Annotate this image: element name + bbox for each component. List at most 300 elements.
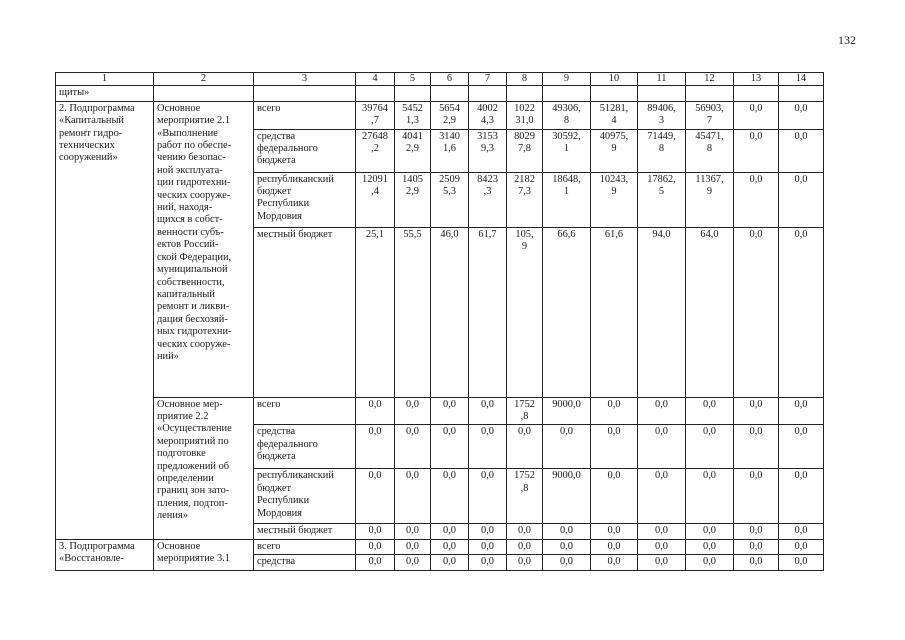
value-cell — [734, 101, 779, 129]
value-line: 17862, — [647, 173, 676, 185]
value-line: 0,0 — [794, 556, 808, 568]
value-line: 10243, — [599, 173, 629, 185]
value-line: 0,0 — [560, 525, 573, 537]
value-cell — [395, 469, 431, 524]
measure-title-line: ции гидротехни- — [157, 177, 231, 189]
measure-title-line: ний, находя- — [157, 202, 213, 214]
value-line: 0,0 — [368, 540, 382, 552]
value-cell — [469, 172, 507, 227]
value-line: 11367, — [695, 173, 724, 185]
value-cell — [507, 227, 543, 397]
empty-cell — [638, 86, 686, 101]
value-line: 61,7 — [478, 228, 497, 240]
value-cell — [638, 172, 686, 227]
value-line: 39764 — [362, 102, 388, 114]
value-cell — [779, 129, 824, 172]
funding-source-line: Мордовия — [257, 507, 302, 519]
value-cell — [734, 425, 779, 469]
value-line: 0,0 — [518, 525, 531, 537]
value-line: 0,0 — [481, 540, 494, 552]
value-cell — [395, 227, 431, 397]
header-row — [56, 73, 824, 86]
value-cell — [395, 129, 431, 172]
measure-title-line: определении — [157, 473, 214, 485]
measure-title-line: подготовке — [157, 448, 206, 460]
value-cell — [469, 397, 507, 425]
measure-title-line: границ зон зато- — [157, 485, 230, 497]
value-line: 0,0 — [518, 540, 531, 552]
value-cell — [469, 425, 507, 469]
value-cell — [395, 425, 431, 469]
value-line: 8 — [563, 115, 570, 127]
value-line: 0,0 — [749, 426, 763, 438]
value-line: 0,0 — [368, 525, 382, 537]
value-cell — [431, 539, 469, 554]
value-cell — [543, 227, 591, 397]
value-cell — [469, 555, 507, 570]
value-cell — [469, 524, 507, 539]
empty-cell — [734, 86, 779, 101]
value-line: 4002 — [477, 102, 498, 114]
value-cell — [543, 539, 591, 554]
value-cell — [591, 129, 638, 172]
value-cell — [356, 524, 395, 539]
measure-title-line: муниципальной — [157, 264, 228, 276]
measure-title-line: капитальный — [157, 288, 215, 300]
funding-source — [254, 469, 356, 524]
value-cell — [431, 524, 469, 539]
measure-title-line: ческих сооруже- — [157, 338, 231, 350]
value-line: 0,0 — [481, 470, 494, 482]
value-cell — [395, 397, 431, 425]
value-line: 9 — [611, 143, 617, 155]
value-line: 0,0 — [655, 525, 668, 537]
value-line: 27648 — [362, 130, 388, 142]
value-line: 9 — [611, 186, 617, 198]
value-cell — [638, 555, 686, 570]
value-cell — [638, 539, 686, 554]
value-line: 0,0 — [703, 398, 716, 410]
funding-source-line: бюджет — [257, 186, 292, 198]
value-line: 0,0 — [794, 130, 808, 142]
value-line: ,2 — [371, 143, 379, 155]
value-line: 0,0 — [481, 556, 494, 568]
value-line: 0,0 — [518, 426, 531, 438]
value-cell — [686, 172, 734, 227]
measure-title-line: ческих сооруже- — [157, 189, 231, 201]
empty-cell — [356, 86, 395, 101]
value-line: 56903, — [695, 102, 724, 114]
value-line: 105, — [515, 228, 534, 240]
value-cell — [734, 555, 779, 570]
value-line: 5654 — [439, 102, 460, 114]
measure-title-line: ний» — [157, 350, 179, 362]
value-cell — [507, 101, 543, 129]
measure-title-line: Основное — [157, 540, 201, 552]
value-line: 64,0 — [700, 228, 719, 240]
value-cell — [507, 129, 543, 172]
value-line: 0,0 — [794, 540, 808, 552]
funding-source-line: бюджета — [257, 451, 296, 463]
value-line: 25,1 — [365, 228, 385, 240]
value-cell — [779, 469, 824, 524]
value-line: 0,0 — [794, 173, 808, 185]
value-cell — [543, 397, 591, 425]
value-line: 5,3 — [443, 186, 456, 198]
value-line: 0,0 — [443, 426, 456, 438]
value-line: 0,0 — [655, 398, 668, 410]
value-line: ,8 — [520, 482, 529, 494]
value-line: 9000,0 — [552, 470, 581, 482]
value-cell — [431, 555, 469, 570]
value-line: 0,0 — [703, 540, 716, 552]
header-cell: 3 — [254, 73, 356, 86]
value-cell — [779, 101, 824, 129]
value-line: 30592, — [552, 130, 581, 142]
value-cell — [638, 129, 686, 172]
funding-source-line: Республики — [257, 495, 310, 507]
measure-title-line: ления» — [157, 510, 188, 522]
value-line: 0,0 — [560, 556, 573, 568]
value-line: 0,0 — [749, 525, 763, 537]
value-line: 71449, — [647, 130, 676, 142]
value-cell — [395, 524, 431, 539]
value-cell — [591, 555, 638, 570]
measure-title-line: дация бесхозяй- — [157, 313, 228, 325]
value-cell — [543, 129, 591, 172]
value-cell — [507, 524, 543, 539]
value-cell — [591, 227, 638, 397]
measure-title-line: предложений об — [157, 460, 230, 472]
funding-source-line: федерального — [257, 438, 318, 450]
value-cell — [779, 397, 824, 425]
value-cell — [638, 101, 686, 129]
value-cell — [591, 397, 638, 425]
value-cell — [686, 539, 734, 554]
value-line: 0,0 — [481, 525, 494, 537]
value-line: 18648, — [552, 173, 581, 185]
value-line: 0,0 — [406, 556, 419, 568]
value-line: 0,0 — [368, 556, 382, 568]
value-line: 0,0 — [749, 398, 763, 410]
value-line: 0,0 — [406, 525, 419, 537]
funding-source — [254, 129, 356, 172]
value-line: 0,0 — [368, 470, 382, 482]
measure-title-line: ремонт и ликви- — [157, 301, 230, 313]
value-line: 1 — [563, 186, 570, 198]
value-cell — [779, 539, 824, 554]
measure-title-line: венности субъ- — [157, 226, 224, 238]
empty-cell — [154, 86, 254, 101]
value-line: 0,0 — [703, 426, 716, 438]
value-line: 12091 — [362, 173, 388, 185]
value-line: 2182 — [514, 173, 535, 185]
value-line: 0,0 — [443, 525, 456, 537]
value-line: 7 — [706, 115, 713, 127]
value-line: 94,0 — [652, 228, 671, 240]
value-line: 0,0 — [749, 540, 763, 552]
value-cell — [507, 397, 543, 425]
value-cell — [356, 397, 395, 425]
header-cell: 14 — [779, 73, 824, 86]
measure-title-line: ных гидротехни- — [157, 326, 232, 338]
measure-title-line: мероприятие 3.1 — [157, 553, 230, 565]
subprogram-name-line: 3. Подпрограмма — [59, 540, 135, 552]
value-line: ,7 — [371, 115, 379, 127]
value-cell — [543, 555, 591, 570]
empty-cell — [779, 86, 824, 101]
value-line: ,3 — [483, 186, 492, 198]
funding-source — [254, 227, 356, 397]
value-cell — [734, 469, 779, 524]
value-cell — [431, 172, 469, 227]
value-line: 46,0 — [440, 228, 459, 240]
value-cell — [779, 172, 824, 227]
value-cell — [591, 101, 638, 129]
funding-source — [254, 425, 356, 469]
header-cell: 8 — [507, 73, 543, 86]
value-cell — [469, 129, 507, 172]
value-line: 0,0 — [443, 540, 456, 552]
value-line: 1752 — [514, 398, 535, 410]
value-cell — [734, 539, 779, 554]
value-line: 0,0 — [368, 426, 382, 438]
value-cell — [469, 101, 507, 129]
budget-table — [55, 72, 824, 571]
value-line: 4,3 — [481, 115, 494, 127]
value-cell — [395, 539, 431, 554]
value-line: 5 — [658, 186, 665, 198]
value-line: 2,9 — [406, 186, 419, 198]
value-line: 8 — [706, 143, 713, 155]
value-cell — [469, 227, 507, 397]
measure-title-line: ной эксплуата- — [157, 164, 223, 176]
value-cell — [734, 397, 779, 425]
value-line: 1405 — [402, 173, 423, 185]
header-cell: 1 — [56, 73, 154, 86]
value-cell — [356, 555, 395, 570]
measure-title-line: Основное мер- — [157, 398, 223, 410]
value-cell — [431, 101, 469, 129]
measure-title-line: Основное — [157, 102, 201, 114]
table-body — [56, 73, 824, 571]
funding-source-line: всего — [257, 540, 281, 552]
table-row — [56, 101, 824, 129]
value-cell — [507, 555, 543, 570]
subprogram-name — [56, 101, 154, 539]
measure-title-line: ектов Россий- — [157, 239, 219, 251]
funding-source-line: Мордовия — [257, 210, 302, 222]
value-cell — [431, 469, 469, 524]
value-line: 0,0 — [607, 470, 621, 482]
value-cell — [779, 555, 824, 570]
value-cell — [507, 172, 543, 227]
value-line: 0,0 — [368, 398, 382, 410]
measure-title-line: мероприятий по — [157, 435, 229, 447]
value-line: 0,0 — [481, 426, 494, 438]
value-line: 8423 — [477, 173, 498, 185]
value-line: 61,6 — [604, 228, 624, 240]
header-cell: 10 — [591, 73, 638, 86]
value-line: 66,6 — [557, 228, 576, 240]
value-line: 0,0 — [794, 470, 808, 482]
value-line: 0,0 — [749, 173, 763, 185]
subprogram-name — [56, 539, 154, 570]
value-line: 4 — [611, 115, 617, 127]
header-cell: 4 — [356, 73, 395, 86]
value-cell — [638, 469, 686, 524]
value-line: 8029 — [514, 130, 535, 142]
value-line: 3140 — [439, 130, 460, 142]
funding-source-line: Республики — [257, 198, 310, 210]
funding-source — [254, 539, 356, 554]
funding-source-line: бюджета — [257, 155, 296, 167]
funding-source-line: бюджет — [257, 482, 292, 494]
value-line: 0,0 — [703, 470, 716, 482]
value-line: 0,0 — [481, 398, 494, 410]
value-cell — [356, 227, 395, 397]
value-line: 0,0 — [655, 426, 668, 438]
value-cell — [638, 227, 686, 397]
value-line: 5452 — [402, 102, 423, 114]
empty-cell — [543, 86, 591, 101]
funding-source-line: средства — [257, 556, 296, 568]
value-cell — [734, 227, 779, 397]
value-line: 2,9 — [406, 143, 419, 155]
value-line: 0,0 — [794, 525, 808, 537]
measure-title-line: мероприятие 2.1 — [157, 115, 230, 127]
value-line: 0,0 — [560, 540, 573, 552]
page-number: 132 — [838, 33, 856, 47]
value-line: 0,0 — [406, 398, 419, 410]
value-line: ,4 — [371, 186, 379, 198]
value-line: 0,0 — [655, 540, 668, 552]
value-cell — [543, 172, 591, 227]
value-cell — [395, 101, 431, 129]
value-cell — [734, 129, 779, 172]
funding-source-line: федерального — [257, 143, 318, 155]
value-line: 3 — [658, 115, 665, 127]
value-line: 2509 — [439, 173, 460, 185]
funding-source — [254, 524, 356, 539]
value-cell — [507, 425, 543, 469]
value-cell — [591, 539, 638, 554]
empty-cell — [431, 86, 469, 101]
funding-source-line: средства — [257, 130, 296, 142]
value-line: 9 — [521, 241, 528, 253]
value-line: 0,0 — [749, 130, 763, 142]
subprogram-name-line: 2. Подпрограмма — [59, 102, 135, 114]
value-line: 0,0 — [703, 556, 716, 568]
measure-title-line: приятие 2.2 — [157, 411, 209, 423]
measure-title-line: чению безопас- — [157, 152, 226, 164]
funding-source-line: республиканский — [257, 470, 334, 482]
funding-source-line: всего — [257, 102, 281, 114]
value-cell — [686, 227, 734, 397]
value-line: 3153 — [477, 130, 498, 142]
value-cell — [356, 172, 395, 227]
empty-cell — [507, 86, 543, 101]
continued-row — [56, 86, 824, 101]
value-line: 0,0 — [794, 228, 808, 240]
value-cell — [395, 172, 431, 227]
funding-source-line: республиканский — [257, 173, 334, 185]
measure-title-line: щихся в собст- — [157, 214, 223, 226]
value-line: 0,0 — [794, 426, 808, 438]
measure-title-line: ской Федерации, — [157, 251, 232, 263]
measure-title-line: собственности, — [157, 276, 225, 288]
value-cell — [734, 172, 779, 227]
funding-source-line: средства — [257, 426, 296, 438]
value-line: 0,0 — [443, 470, 456, 482]
value-line: 7,3 — [518, 186, 531, 198]
value-line: 1,3 — [406, 115, 419, 127]
value-cell — [431, 227, 469, 397]
value-cell — [507, 469, 543, 524]
value-cell — [686, 101, 734, 129]
value-line: 9 — [706, 186, 713, 198]
measure-title-line: пления, подтоп- — [157, 497, 228, 509]
funding-source — [254, 172, 356, 227]
value-line: 0,0 — [443, 556, 456, 568]
value-cell — [686, 524, 734, 539]
value-line: 8 — [658, 143, 665, 155]
value-line: 0,0 — [749, 556, 763, 568]
header-cell: 2 — [154, 73, 254, 86]
value-line: ,8 — [520, 411, 529, 423]
funding-source-line: местный бюджет — [257, 525, 333, 537]
header-cell: 11 — [638, 73, 686, 86]
value-line: 1,6 — [443, 143, 456, 155]
value-cell — [356, 129, 395, 172]
subprogram-name-line: «Капитальный — [59, 115, 124, 127]
value-line: 9,3 — [481, 143, 494, 155]
value-line: 0,0 — [607, 426, 621, 438]
value-line: 49306, — [552, 102, 581, 114]
value-cell — [469, 469, 507, 524]
subprogram-name-line: «Восстановле- — [59, 553, 124, 565]
value-line: 0,0 — [406, 540, 419, 552]
value-line: 0,0 — [655, 556, 668, 568]
continued-label: щиты» — [56, 86, 154, 101]
value-line: 0,0 — [655, 470, 668, 482]
header-cell: 7 — [469, 73, 507, 86]
value-line: 0,0 — [794, 398, 808, 410]
value-line: 51281, — [599, 102, 629, 114]
value-line: 0,0 — [607, 540, 621, 552]
value-line: 1752 — [514, 470, 535, 482]
value-cell — [686, 129, 734, 172]
value-cell — [431, 129, 469, 172]
value-cell — [543, 425, 591, 469]
measure-title-line: работ по обеспе- — [157, 140, 232, 152]
measure-title-line: «Выполнение — [157, 127, 218, 139]
empty-cell — [395, 86, 431, 101]
subprogram-name-line: ремонт гидро- — [59, 127, 123, 139]
value-cell — [591, 425, 638, 469]
value-cell — [591, 524, 638, 539]
value-line: 0,0 — [607, 556, 621, 568]
value-cell — [686, 555, 734, 570]
value-line: 0,0 — [749, 470, 763, 482]
value-cell — [779, 227, 824, 397]
value-cell — [543, 469, 591, 524]
value-cell — [543, 524, 591, 539]
table-row — [56, 539, 824, 554]
funding-source — [254, 555, 356, 570]
value-cell — [686, 425, 734, 469]
value-line: 55,5 — [403, 228, 422, 240]
